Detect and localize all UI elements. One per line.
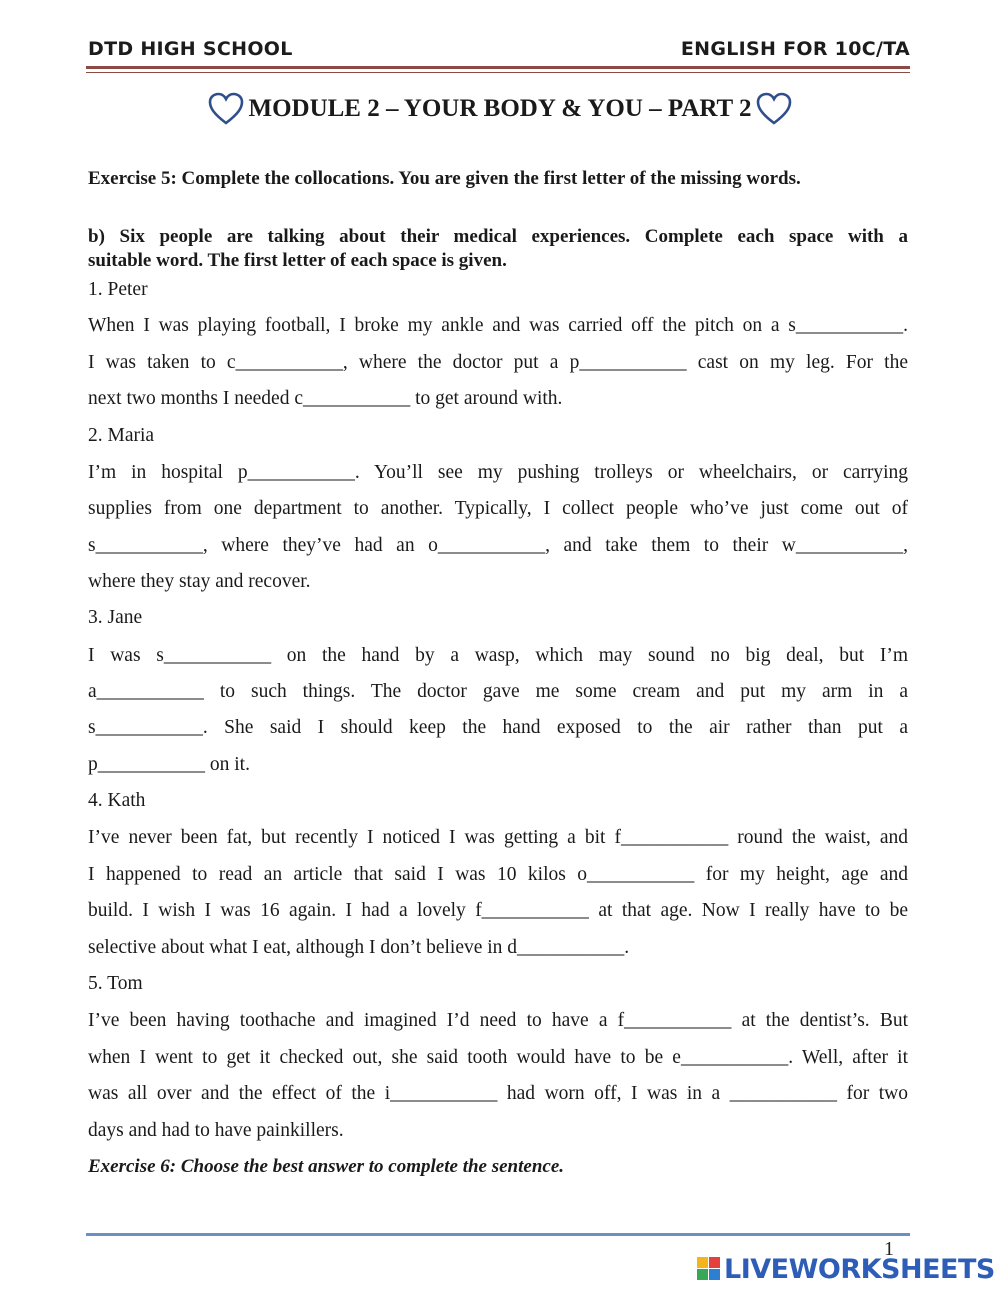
passage-name: 4. Kath [88,790,146,811]
passage-line: I was s___________ on the hand by a wasp, which may sound no big deal, but I’m [88,645,908,666]
passage-line: s___________, where they’ve had an o___________, and take them to their w___________, [88,535,908,556]
liveworksheets-logo-icon [697,1257,721,1281]
passage-line: where they stay and recover. [88,571,311,592]
passage-line: when I went to get it checked out, she said tooth would have to be e___________. Well, after it [88,1047,908,1068]
header-course-name: ENGLISH FOR 10C/TA [680,38,910,60]
heart-outline-icon [756,92,792,126]
page-title [0,92,1000,126]
brand-text: LIVEWORKSHEETS [724,1253,995,1285]
passage-name: 1. Peter [88,279,148,300]
passage-line: When I was playing football, I broke my ankle and was carried off the pitch on a s___________. [88,315,908,336]
exercise5-instruction: Exercise 5: Complete the collocations. You are given the first letter of the missing words. [88,168,801,189]
exercise5-part-b-line2: suitable word. The first letter of each space is given. [88,250,507,271]
passage-name: 5. Tom [88,973,143,994]
passage-name: 2. Maria [88,425,155,446]
passage-line: build. I wish I was 16 again. I had a lovely f___________ at that age. Now I really have to be [88,900,908,921]
liveworksheets-brand[interactable] [697,1254,995,1284]
header-rule [86,66,910,69]
header-rule-thin [86,72,910,73]
heart-outline-icon [208,92,244,126]
passage-line: I happened to read an article that said I was 10 kilos o___________ for my height, age and [88,864,908,885]
passage-line: was all over and the effect of the i___________ had worn off, I was in a ___________ for two [88,1083,908,1104]
passage-line: I’ve been having toothache and imagined I’d need to have a f___________ at the dentist’s. But [88,1010,908,1031]
passage-line: supplies from one department to another. Typically, I collect people who’ve just come out of [88,498,908,519]
passage-line: next two months I needed c___________ to get around with. [88,388,563,409]
passage-line: s___________. She said I should keep the hand exposed to the air rather than put a [88,717,908,738]
exercise5-part-b-line1: b) Six people are talking about their medical experiences. Complete each space with a [88,226,908,247]
passage-line: p___________ on it. [88,754,250,775]
passage-name: 3. Jane [88,607,143,628]
exercise6-instruction: Exercise 6: Choose the best answer to complete the sentence. [88,1156,565,1177]
header-school-name: DTD HIGH SCHOOL [88,38,293,60]
passage-line: I was taken to c___________, where the doctor put a p___________ cast on my leg. For the [88,352,908,373]
page-number: 1 [884,1238,894,1260]
footer-rule [86,1233,910,1236]
passage-line: days and had to have painkillers. [88,1120,344,1141]
passage-line: a___________ to such things. The doctor gave me some cream and put my arm in a [88,681,908,702]
passage-line: selective about what I eat, although I don’t believe in d___________. [88,937,630,958]
passage-line: I’m in hospital p___________. You’ll see my pushing trolleys or wheelchairs, or carrying [88,462,908,483]
passage-line: I’ve never been fat, but recently I noticed I was getting a bit f___________ round the waist, and [88,827,908,848]
page-title-text: MODULE 2 – YOUR BODY & YOU – PART 2 [248,95,752,122]
